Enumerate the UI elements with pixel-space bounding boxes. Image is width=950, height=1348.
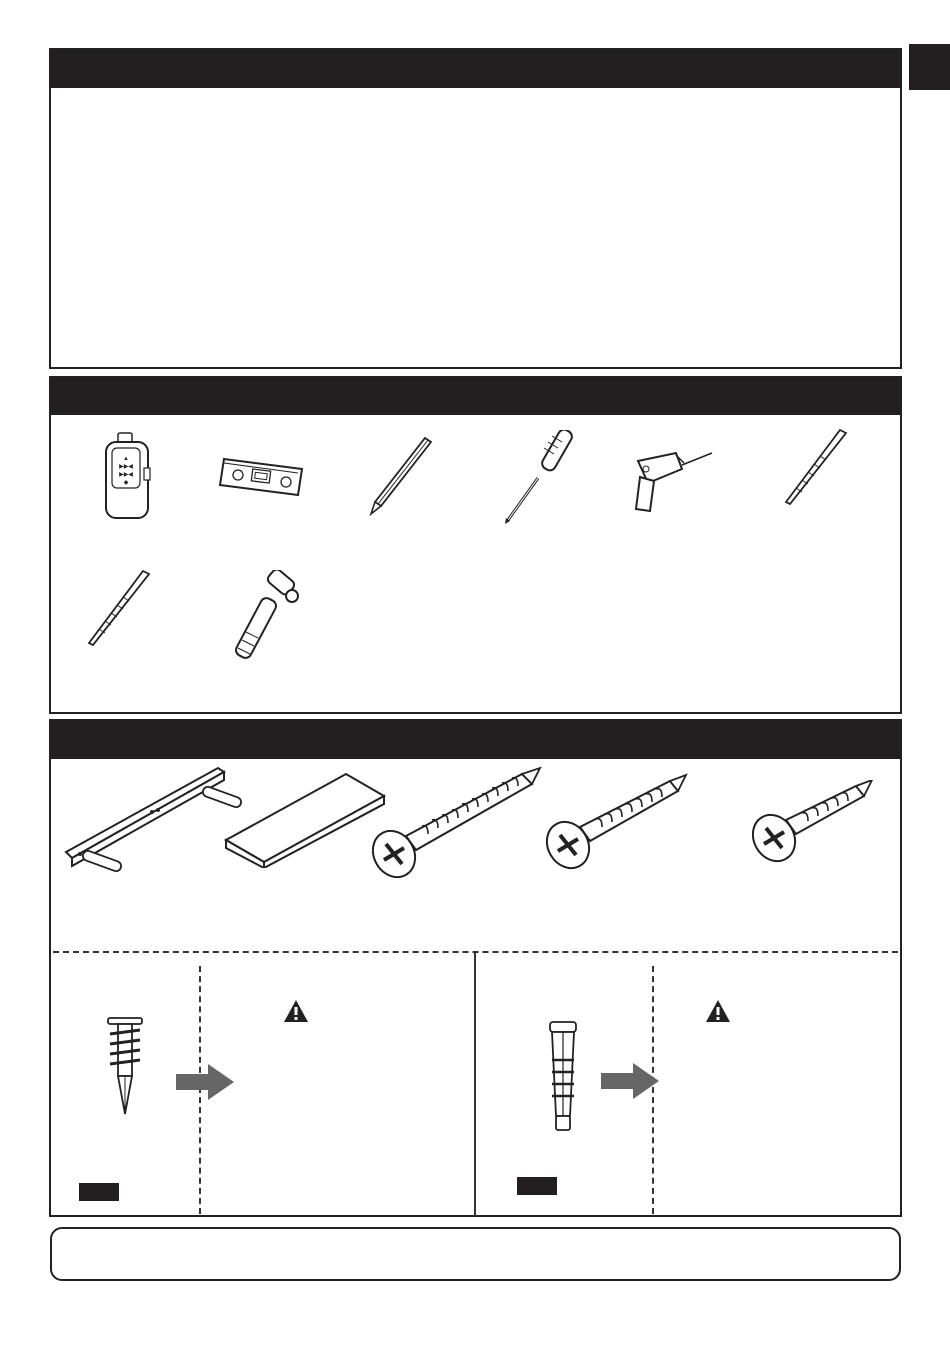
anchor-divider [474,952,476,1216]
pencil-icon [365,436,435,516]
drill-bit-icon [85,569,155,649]
section-tab [909,44,950,90]
anchor-tag [79,1183,119,1201]
medium-screw-icon [546,773,690,873]
intro-section [49,48,902,369]
svg-text:▶▶◀: ▶▶◀ [119,472,133,478]
hammer-icon [226,570,302,666]
parts-header-bar [51,721,900,759]
short-screw-icon [752,780,876,864]
tools-header-bar [51,378,900,415]
shelf-board-icon [222,770,390,868]
arrow-right-icon [176,1064,236,1100]
stud-finder-icon [103,432,153,522]
arrow-right-icon [601,1063,661,1099]
warning-icon [705,999,731,1023]
drywall-anchor-icon [104,1016,146,1118]
plug-tag [517,1177,557,1195]
wall-plug-icon [546,1020,580,1132]
power-drill-icon [632,449,714,513]
svg-text:▲: ▲ [123,456,129,462]
svg-text:▶▶◀: ▶▶◀ [119,464,133,470]
spirit-level-icon [218,455,304,499]
tools-section [49,376,902,714]
long-screw-icon [372,764,544,882]
footer-note [50,1227,901,1281]
warning-icon [283,999,309,1023]
screwdriver-icon [500,430,580,526]
svg-text:◆: ◆ [123,480,129,486]
intro-header-bar [51,50,900,88]
drill-bit-icon [780,428,850,508]
